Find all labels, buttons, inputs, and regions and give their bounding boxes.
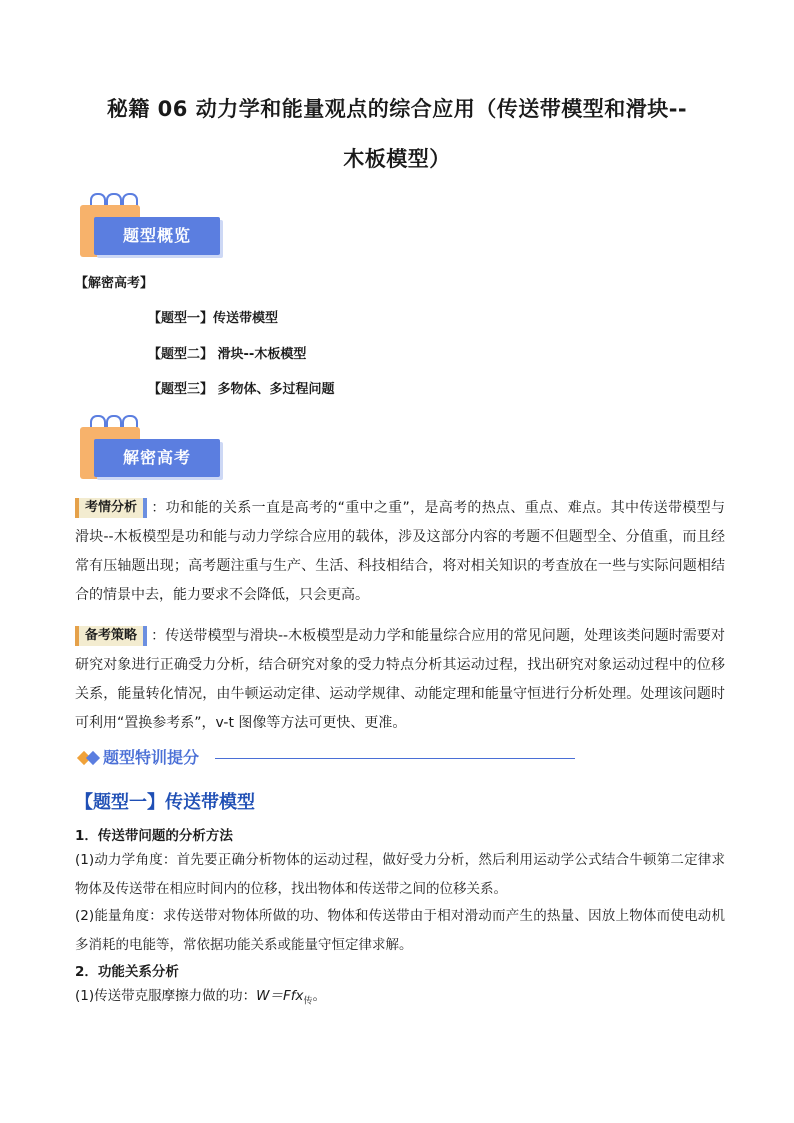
- badge-front-card: [94, 217, 220, 255]
- page-title-line1: 秘籍 06 动力学和能量观点的综合应用（传送带模型和滑块--: [106, 97, 688, 121]
- page-title-line2: 木板模型）: [343, 147, 451, 171]
- overview-badge: [80, 193, 220, 263]
- strategy-text: ：传送带模型与滑块--木板模型是动力学和能量综合应用的常见问题，处理该类问题时需要对研究对象进行正确受力分析，结合研究对象的受力特点分析其运动过程，找出研究对象运动过程中的位移关系，能量转化情况，由牛顿运动定律、运动学规律、动能定理和能量守恒进行分析处理。处理该问题时可利用“置换参考系”，v-t 图像等方法可更快、更准。: [75, 628, 725, 731]
- analysis-tag: 考情分析: [75, 498, 147, 518]
- special-training-label: 题型特训提分: [103, 748, 200, 767]
- p3-formula: W＝Ffx: [256, 988, 304, 1004]
- section1-title: 【题型一】传送带模型: [75, 792, 255, 813]
- section1-p3: [75, 982, 725, 1017]
- p3-prefix: (1)传送带克服摩擦力做的功：: [75, 988, 257, 1004]
- analysis-text: ：功和能的关系一直是高考的“重中之重”，是高考的热点、重点、难点。其中传送带模型与滑块--木板模型是功和能与动力学综合应用的载体，涉及这部分内容的考题不但题型全、分值重，而且经常有压轴题出现；高考题注重与生产、生活、科技相结合，将对相关知识的考查放在一些与实际问题相结合的情景中去，能力要求不会降低，只会更高。: [75, 500, 725, 603]
- overview-badge-label: 题型概览: [122, 226, 191, 245]
- strategy-paragraph: [75, 622, 725, 738]
- diamond-icon: [86, 751, 100, 765]
- analysis-paragraph: [75, 494, 725, 610]
- section1-p1: (1)动力学角度：首先要正确分析物体的运动过程，做好受力分析，然后利用运动学公式结合牛顿第二定律求物体及传送带在相应时间内的位移，找出物体和传送带之间的位移关系。: [75, 852, 725, 897]
- p3-subscript: 传: [303, 996, 313, 1007]
- section1-sub2: 2．功能关系分析: [75, 964, 179, 980]
- page-title: [60, 92, 734, 176]
- section1-p2: (2)能量角度：求传送带对物体所做的功、物体和传送带由于相对滑动而产生的热量、因放上物体而使电动机多消耗的电能等，常依据功能关系或能量守恒定律求解。: [75, 908, 725, 953]
- overview-item-1: 【题型一】传送带模型: [148, 311, 279, 326]
- section1-sub1: 1．传送带问题的分析方法: [75, 828, 233, 844]
- overview-section-label: 【解密高考】: [75, 276, 154, 291]
- decode-badge: [80, 415, 220, 485]
- overview-item-2: 【题型二】 滑块--木板模型: [148, 347, 307, 362]
- decode-badge-label: 解密高考: [122, 448, 191, 467]
- header-rule: [215, 758, 575, 759]
- overview-item-3: 【题型三】 多物体、多过程问题: [148, 382, 335, 397]
- badge-front-card: [94, 439, 220, 477]
- special-training-header: [75, 745, 575, 771]
- strategy-tag: 备考策略: [75, 626, 147, 646]
- p3-suffix: 。: [312, 988, 326, 1004]
